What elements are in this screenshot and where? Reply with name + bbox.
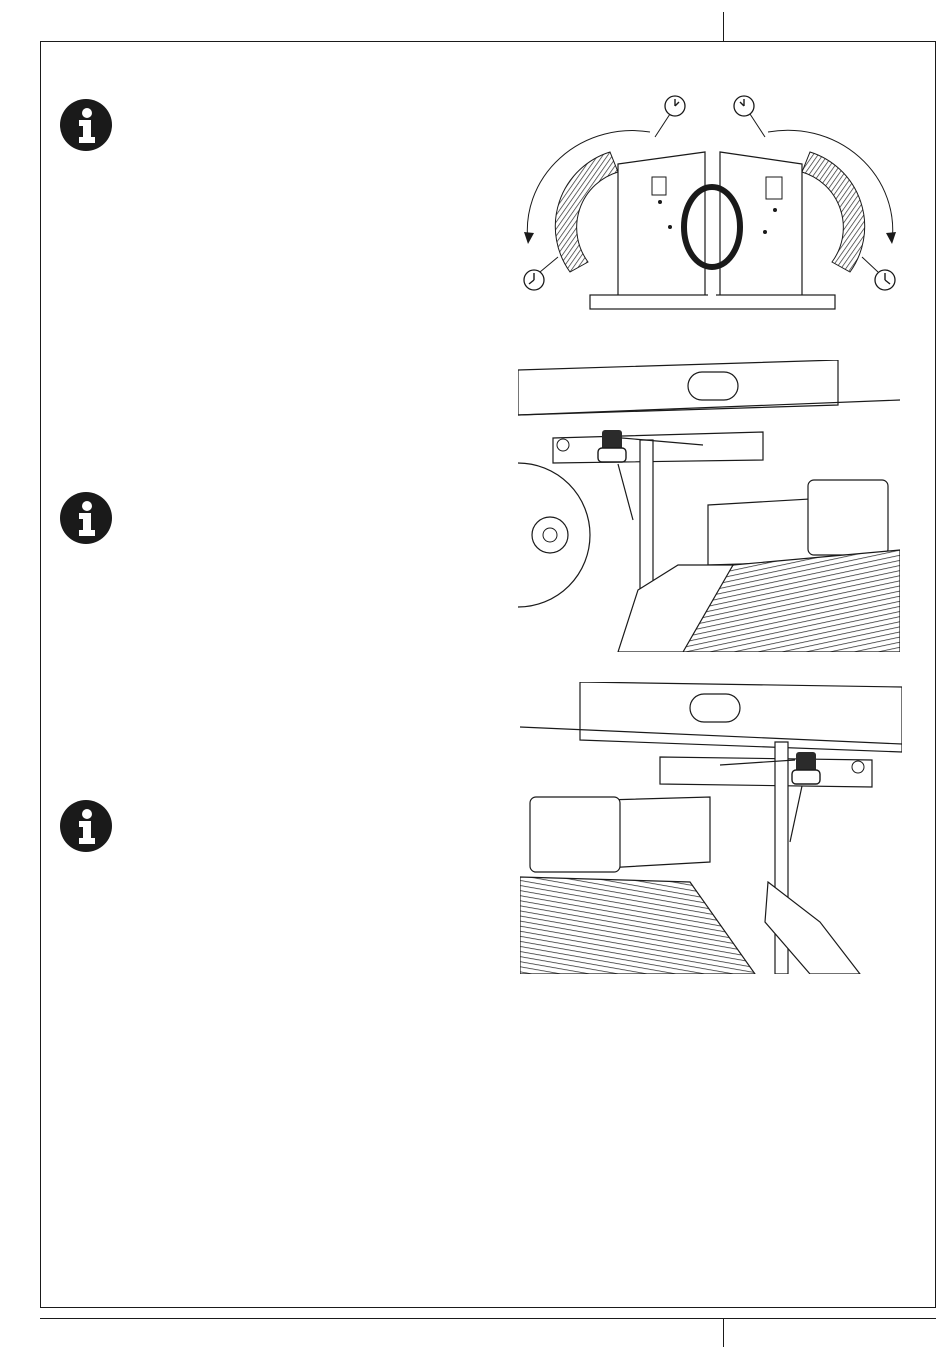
footer-rule — [40, 1318, 936, 1319]
info-icon — [60, 492, 112, 544]
side-brushes-rotation-figure — [510, 92, 910, 310]
left-side-brush-adjustment-figure — [518, 360, 900, 652]
header-divider — [723, 12, 724, 41]
info-icon — [60, 99, 112, 151]
right-side-brush-adjustment-figure — [520, 682, 902, 974]
info-icon — [60, 800, 112, 852]
footer-divider — [723, 1318, 724, 1347]
